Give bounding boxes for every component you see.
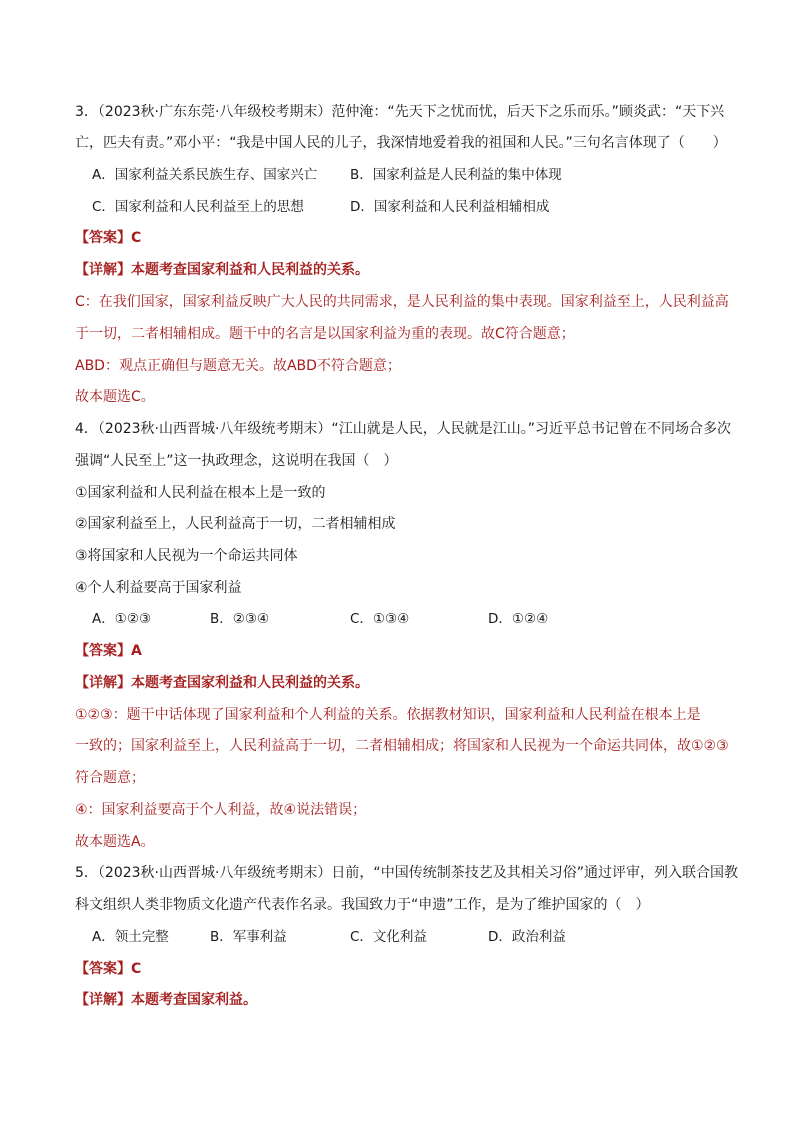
q5-option-a: A．领土完整 — [92, 929, 169, 945]
q5-stem-line1: 5．（2023秋·山西晋城·八年级统考期末）日前，“中国传统制茶技艺及其相关习俗”通过评审，列入联合国教 — [75, 865, 738, 881]
q5-explain-head-text: 【详解】本题考查国家利益。 — [75, 992, 257, 1008]
q4-option-d: D．①②④ — [488, 611, 549, 627]
q3-explain-head — [75, 260, 725, 280]
q3-explain-line1: C：在我们国家，国家利益反映广大人民的共同需求，是人民利益的集中表现。国家利益至上，人民利益高 — [75, 294, 729, 310]
q4-explain-head — [75, 673, 725, 693]
q4-statement-4: ④个人利益要高于国家利益 — [75, 580, 242, 596]
q4-explain-line4: ④：国家利益要高于个人利益，故④说法错误； — [75, 802, 367, 818]
q3-option-d: D．国家利益和人民利益相辅相成 — [350, 199, 550, 215]
q3-conclusion: 故本题选C。 — [75, 389, 155, 405]
q4-explain-line3: 符合题意； — [75, 770, 145, 786]
q3-option-a: A．国家利益关系民族生存、国家兴亡 — [92, 167, 318, 183]
q4-answer: 【答案】A — [75, 643, 142, 659]
q5-stem-line2: 科文组织人类非物质文化遗产代表作名录。我国致力于“申遗”工作，是为了维护国家的（ ） — [75, 897, 650, 913]
q5-answer: 【答案】C — [75, 961, 142, 977]
q4-statement-1: ①国家利益和人民利益在根本上是一致的 — [75, 485, 326, 501]
q4-statement-3: ③将国家和人民视为一个命运共同体 — [75, 548, 298, 564]
q5-option-c: C．文化利益 — [350, 929, 427, 945]
q4-explain-line2: 一致的；国家利益至上，人民利益高于一切，二者相辅相成；将国家和人民视为一个命运共同体，故①②③ — [75, 738, 729, 754]
q4-option-b: B．②③④ — [210, 611, 270, 627]
q3-option-c: C．国家利益和人民利益至上的思想 — [92, 199, 304, 215]
q3-answer: 【答案】C — [75, 230, 142, 246]
q3-option-b: B．国家利益是人民利益的集中体现 — [350, 167, 562, 183]
q4-option-a: A．①②③ — [92, 611, 152, 627]
q5-option-d: D．政治利益 — [488, 929, 566, 945]
q3-explain-line2: 于一切，二者相辅相成。题干中的名言是以国家利益为重的表现。故C符合题意； — [75, 326, 575, 342]
q4-stem-line1: 4．（2023秋·山西晋城·八年级统考期末）“江山就是人民，人民就是江山。”习近平总书记曾在不同场合多次 — [75, 421, 731, 437]
q4-explain-line1: ①②③：题干中话体现了国家利益和个人利益的关系。依据教材知识，国家利益和人民利益在根本上是 — [75, 707, 701, 723]
q4-explain-head-text: 【详解】本题考查国家利益和人民利益的关系。 — [75, 675, 369, 691]
q4-statement-2: ②国家利益至上，人民利益高于一切，二者相辅相成 — [75, 516, 396, 532]
q3-explain-line3: ABD：观点正确但与题意无关。故ABD不符合题意； — [75, 358, 401, 374]
q5-option-b: B．军事利益 — [210, 929, 287, 945]
q3-stem-line2: 亡，匹夫有责。”邓小平：“我是中国人民的儿子，我深情地爱着我的祖国和人民。”三句名言体现了（ ） — [75, 135, 727, 151]
q4-option-c: C．①③④ — [350, 611, 410, 627]
q4-stem-line2: 强调“人民至上”这一执政理念，这说明在我国（ ） — [75, 453, 398, 469]
q4-conclusion: 故本题选A。 — [75, 834, 155, 850]
q3-stem-line1: 3．（2023秋·广东东莞·八年级校考期末）范仲淹：“先天下之忧而忧，后天下之乐而乐。”顾炎武：“天下兴 — [75, 104, 725, 120]
q3-explain-head-text: 【详解】本题考查国家利益和人民利益的关系。 — [75, 262, 369, 278]
q5-explain-head — [75, 990, 725, 1010]
